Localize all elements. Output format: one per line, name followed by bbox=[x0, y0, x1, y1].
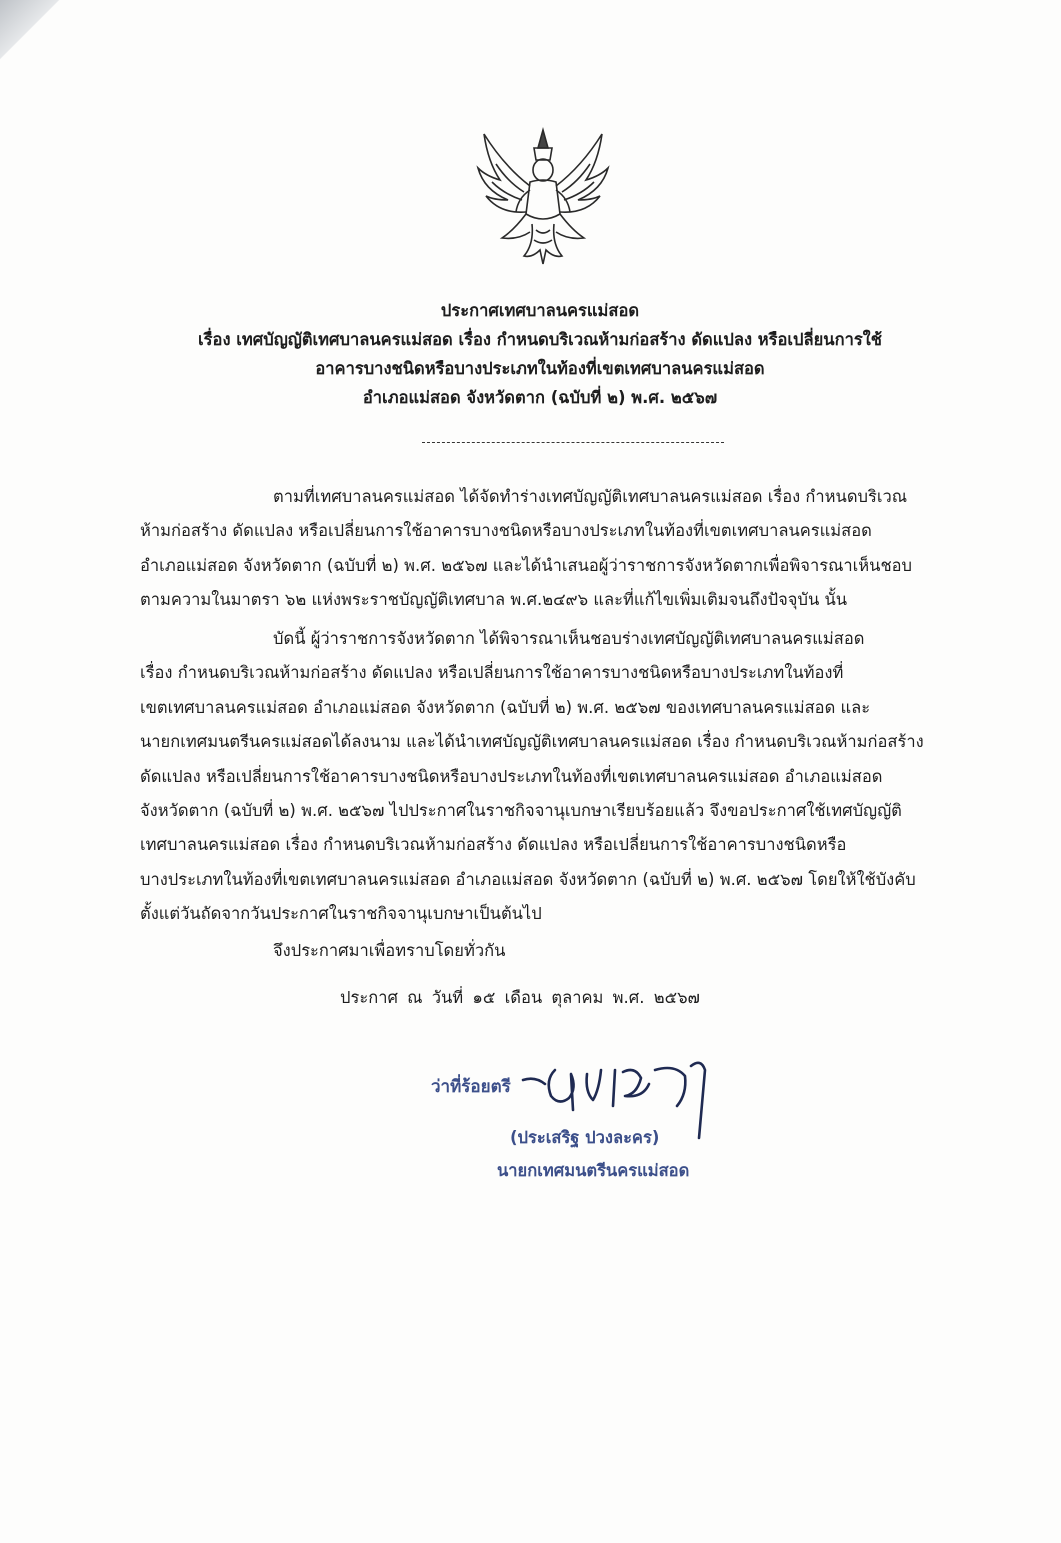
signatory-rank: ว่าที่ร้อยตรี bbox=[431, 1077, 511, 1097]
paragraph-line: ห้ามก่อสร้าง ดัดแปลง หรือเปลี่ยนการใช้อาคารบางชนิดหรือบางประเภทในท้องที่เขตเทศบาลนครแม่สอด bbox=[140, 521, 872, 541]
garuda-emblem-icon bbox=[474, 126, 612, 268]
paragraph-line: นายกเทศมนตรีนครแม่สอดได้ลงนาม และได้นำเทศบัญญัติเทศบาลนครแม่สอด เรื่อง กำหนดบริเวณห้ามก่อสร้าง bbox=[140, 732, 924, 752]
paragraph-line: บางประเภทในท้องที่เขตเทศบาลนครแม่สอด อำเภอแม่สอด จังหวัดตาก (ฉบับที่ ๒) พ.ศ. ๒๕๖๗ โดยให้ใช้บังคับ bbox=[140, 869, 916, 889]
closing-statement: จึงประกาศมาเพื่อทราบโดยทั่วกัน bbox=[273, 941, 506, 960]
paragraph-2 bbox=[140, 622, 1008, 932]
heading-divider bbox=[422, 442, 724, 443]
paragraph-line: ตามที่เทศบาลนครแม่สอด ได้จัดทำร่างเทศบัญญัติเทศบาลนครแม่สอด เรื่อง กำหนดบริเวณ bbox=[273, 487, 908, 506]
signatory-name: (ประเสริฐ ปวงละคร) bbox=[510, 1128, 660, 1147]
paragraph-line: เขตเทศบาลนครแม่สอด อำเภอแม่สอด จังหวัดตาก (ฉบับที่ ๒) พ.ศ. ๒๕๖๗ ของเทศบาลนครแม่สอด และ bbox=[140, 697, 871, 717]
paragraph-line: ดัดแปลง หรือเปลี่ยนการใช้อาคารบางชนิดหรือบางประเภทในท้องที่เขตเทศบาลนครแม่สอด อำเภอแม่สอด bbox=[140, 766, 883, 786]
paragraph-line: ตั้งแต่วันถัดจากวันประกาศในราชกิจจานุเบกษาเป็นต้นไป bbox=[140, 904, 542, 924]
announcement-heading bbox=[120, 296, 960, 412]
heading-line: อาคารบางชนิดหรือบางประเภทในท้องที่เขตเทศบาลนครแม่สอด bbox=[315, 359, 765, 378]
paragraph-line: เรื่อง กำหนดบริเวณห้ามก่อสร้าง ดัดแปลง หรือเปลี่ยนการใช้อาคารบางชนิดหรือบางประเภทในท้องที่ bbox=[140, 663, 844, 683]
heading-line: ประกาศเทศบาลนครแม่สอด bbox=[440, 301, 640, 320]
heading-line: อำเภอแม่สอด จังหวัดตาก (ฉบับที่ ๒) พ.ศ. ๒๕๖๗ bbox=[362, 388, 718, 407]
paragraph-line: ตามความในมาตรา ๖๒ แห่งพระราชบัญญัติเทศบาล พ.ศ.๒๔๙๖ และที่แก้ไขเพิ่มเติมจนถึงปัจจุบัน นั้น bbox=[140, 590, 848, 610]
page-corner-fold bbox=[0, 0, 70, 60]
signatory-position: นายกเทศมนตรีนครแม่สอด bbox=[497, 1161, 690, 1180]
paragraph-1 bbox=[140, 480, 1008, 618]
paragraph-line: อำเภอแม่สอด จังหวัดตาก (ฉบับที่ ๒) พ.ศ. ๒๕๖๗ และได้นำเสนอผู้ว่าราชการจังหวัดตากเพื่อพิจารณาเห็นชอบ bbox=[140, 555, 913, 575]
paragraph-line: จังหวัดตาก (ฉบับที่ ๒) พ.ศ. ๒๕๖๗ ไปประกาศในราชกิจจานุเบกษาเรียบร้อยแล้ว จึงขอประกาศใช้เทศบัญญัติ bbox=[140, 801, 902, 821]
announcement-date: ประกาศ ณ วันที่ ๑๕ เดือน ตุลาคม พ.ศ. ๒๕๖๗ bbox=[340, 988, 700, 1007]
heading-line: เรื่อง เทศบัญญัติเทศบาลนครแม่สอด เรื่อง กำหนดบริเวณห้ามก่อสร้าง ดัดแปลง หรือเปลี่ยนการใช้ bbox=[198, 330, 882, 349]
paragraph-line: บัดนี้ ผู้ว่าราชการจังหวัดตาก ได้พิจารณาเห็นชอบร่างเทศบัญญัติเทศบาลนครแม่สอด bbox=[273, 629, 865, 648]
paragraph-line: เทศบาลนครแม่สอด เรื่อง กำหนดบริเวณห้ามก่อสร้าง ดัดแปลง หรือเปลี่ยนการใช้อาคารบางชนิดหรือ bbox=[140, 835, 847, 855]
